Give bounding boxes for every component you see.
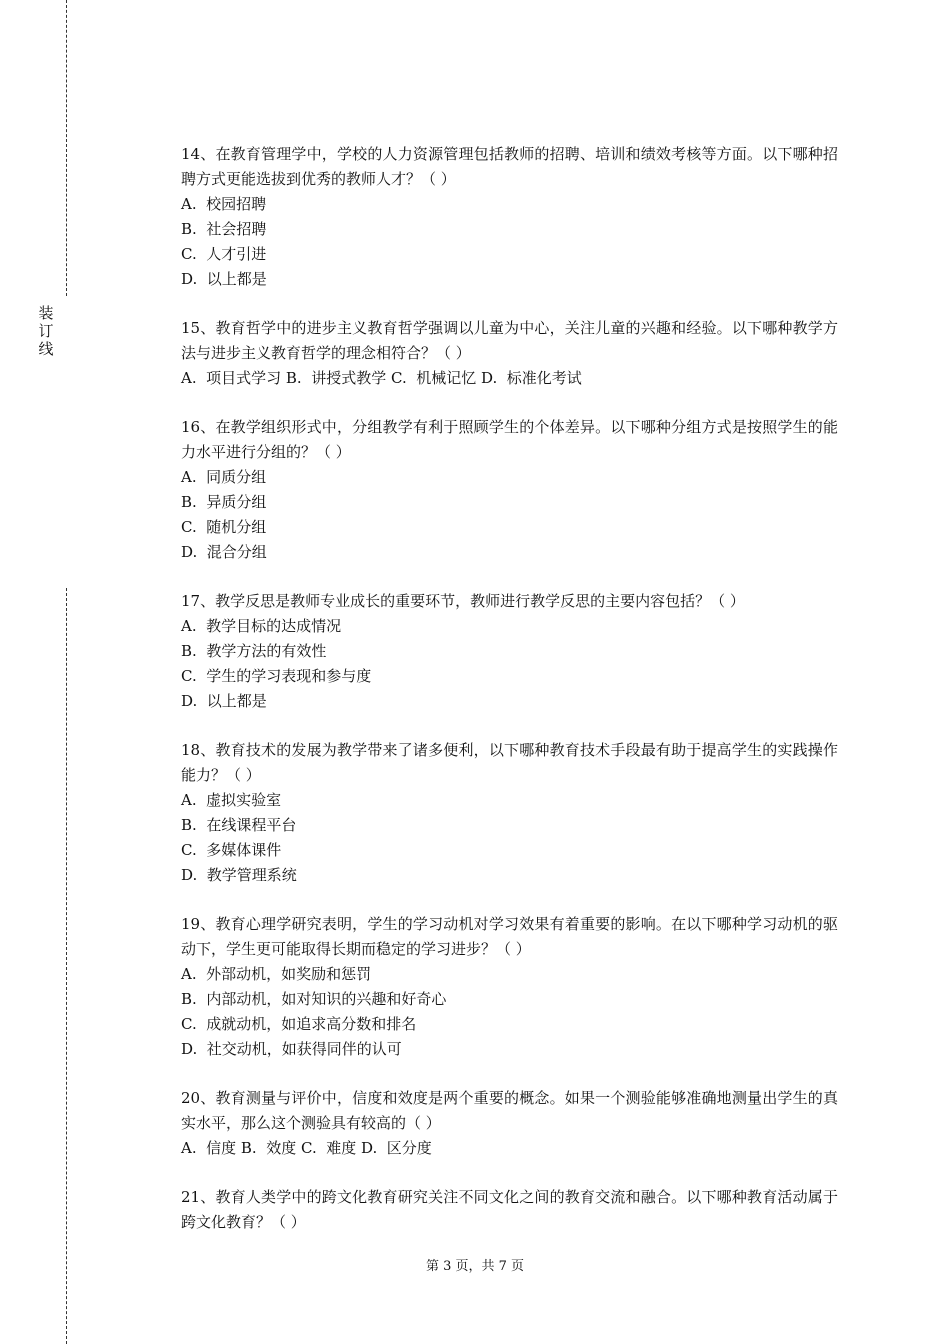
option-a: A. 虚拟实验室: [181, 791, 282, 809]
binding-dashed-line-top: [66, 0, 67, 296]
binding-label-char: 装: [38, 304, 54, 322]
question-19: [181, 912, 838, 1062]
question-stem: 14、在教育管理学中，学校的人力资源管理包括教师的招聘、培训和绩效考核等方面。以下哪种招聘方式更能选拔到优秀的教师人才？（ ）: [181, 145, 838, 188]
inline-options: A. 项目式学习 B. 讲授式教学 C. 机械记忆 D. 标准化考试: [181, 369, 582, 387]
option-d: D. 以上都是: [181, 692, 267, 710]
option-b: B. 异质分组: [181, 493, 267, 511]
question-18: [181, 738, 838, 888]
option-d: D. 教学管理系统: [181, 866, 297, 884]
option-a: A. 校园招聘: [181, 195, 267, 213]
option-b: B. 内部动机，如对知识的兴趣和好奇心: [181, 990, 447, 1008]
option-d: D. 以上都是: [181, 270, 267, 288]
option-d: D. 社交动机，如获得同伴的认可: [181, 1040, 402, 1058]
option-c: C. 多媒体课件: [181, 841, 282, 859]
binding-label-char: 线: [38, 340, 54, 358]
option-b: B. 社会招聘: [181, 220, 267, 238]
question-21: [181, 1185, 838, 1235]
question-stem: 16、在教学组织形式中，分组教学有利于照顾学生的个体差异。以下哪种分组方式是按照学生的能力水平进行分组的？（ ）: [181, 418, 838, 461]
question-stem: 18、教育技术的发展为教学带来了诸多便利，以下哪种教育技术手段最有助于提高学生的实践操作能力？（ ）: [181, 741, 838, 784]
question-stem: 15、教育哲学中的进步主义教育哲学强调以儿童为中心，关注儿童的兴趣和经验。以下哪种教学方法与进步主义教育哲学的理念相符合？（ ）: [181, 319, 838, 362]
question-stem: 20、教育测量与评价中，信度和效度是两个重要的概念。如果一个测验能够准确地测量出学生的真实水平，那么这个测验具有较高的（ ）: [181, 1089, 838, 1132]
option-b: B. 教学方法的有效性: [181, 642, 327, 660]
option-c: C. 人才引进: [181, 245, 267, 263]
option-c: C. 学生的学习表现和参与度: [181, 667, 372, 685]
question-stem: 17、教学反思是教师专业成长的重要环节，教师进行教学反思的主要内容包括？（ ）: [181, 592, 745, 610]
question-16: [181, 415, 838, 565]
question-stem: 19、教育心理学研究表明，学生的学习动机对学习效果有着重要的影响。在以下哪种学习动机的驱动下，学生更可能取得长期而稳定的学习进步？（ ）: [181, 915, 838, 958]
option-c: C. 随机分组: [181, 518, 267, 536]
option-d: D. 混合分组: [181, 543, 267, 561]
option-c: C. 成就动机，如追求高分数和排名: [181, 1015, 417, 1033]
binding-dashed-line-bottom: [66, 588, 67, 1344]
option-a: A. 同质分组: [181, 468, 267, 486]
binding-line-label: [36, 304, 56, 358]
option-a: A. 外部动机，如奖励和惩罚: [181, 965, 372, 983]
question-stem: 21、教育人类学中的跨文化教育研究关注不同文化之间的教育交流和融合。以下哪种教育活动属于跨文化教育？（ ）: [181, 1188, 838, 1231]
inline-options: A. 信度 B. 效度 C. 难度 D. 区分度: [181, 1139, 432, 1157]
question-15: [181, 316, 838, 391]
question-20: [181, 1086, 838, 1161]
question-14: [181, 142, 838, 292]
option-a: A. 教学目标的达成情况: [181, 617, 342, 635]
question-17: [181, 589, 838, 714]
option-b: B. 在线课程平台: [181, 816, 297, 834]
page-number-footer: 第 3 页，共 7 页: [425, 1259, 525, 1274]
binding-label-char: 订: [38, 322, 54, 340]
question-list: [181, 142, 838, 1259]
